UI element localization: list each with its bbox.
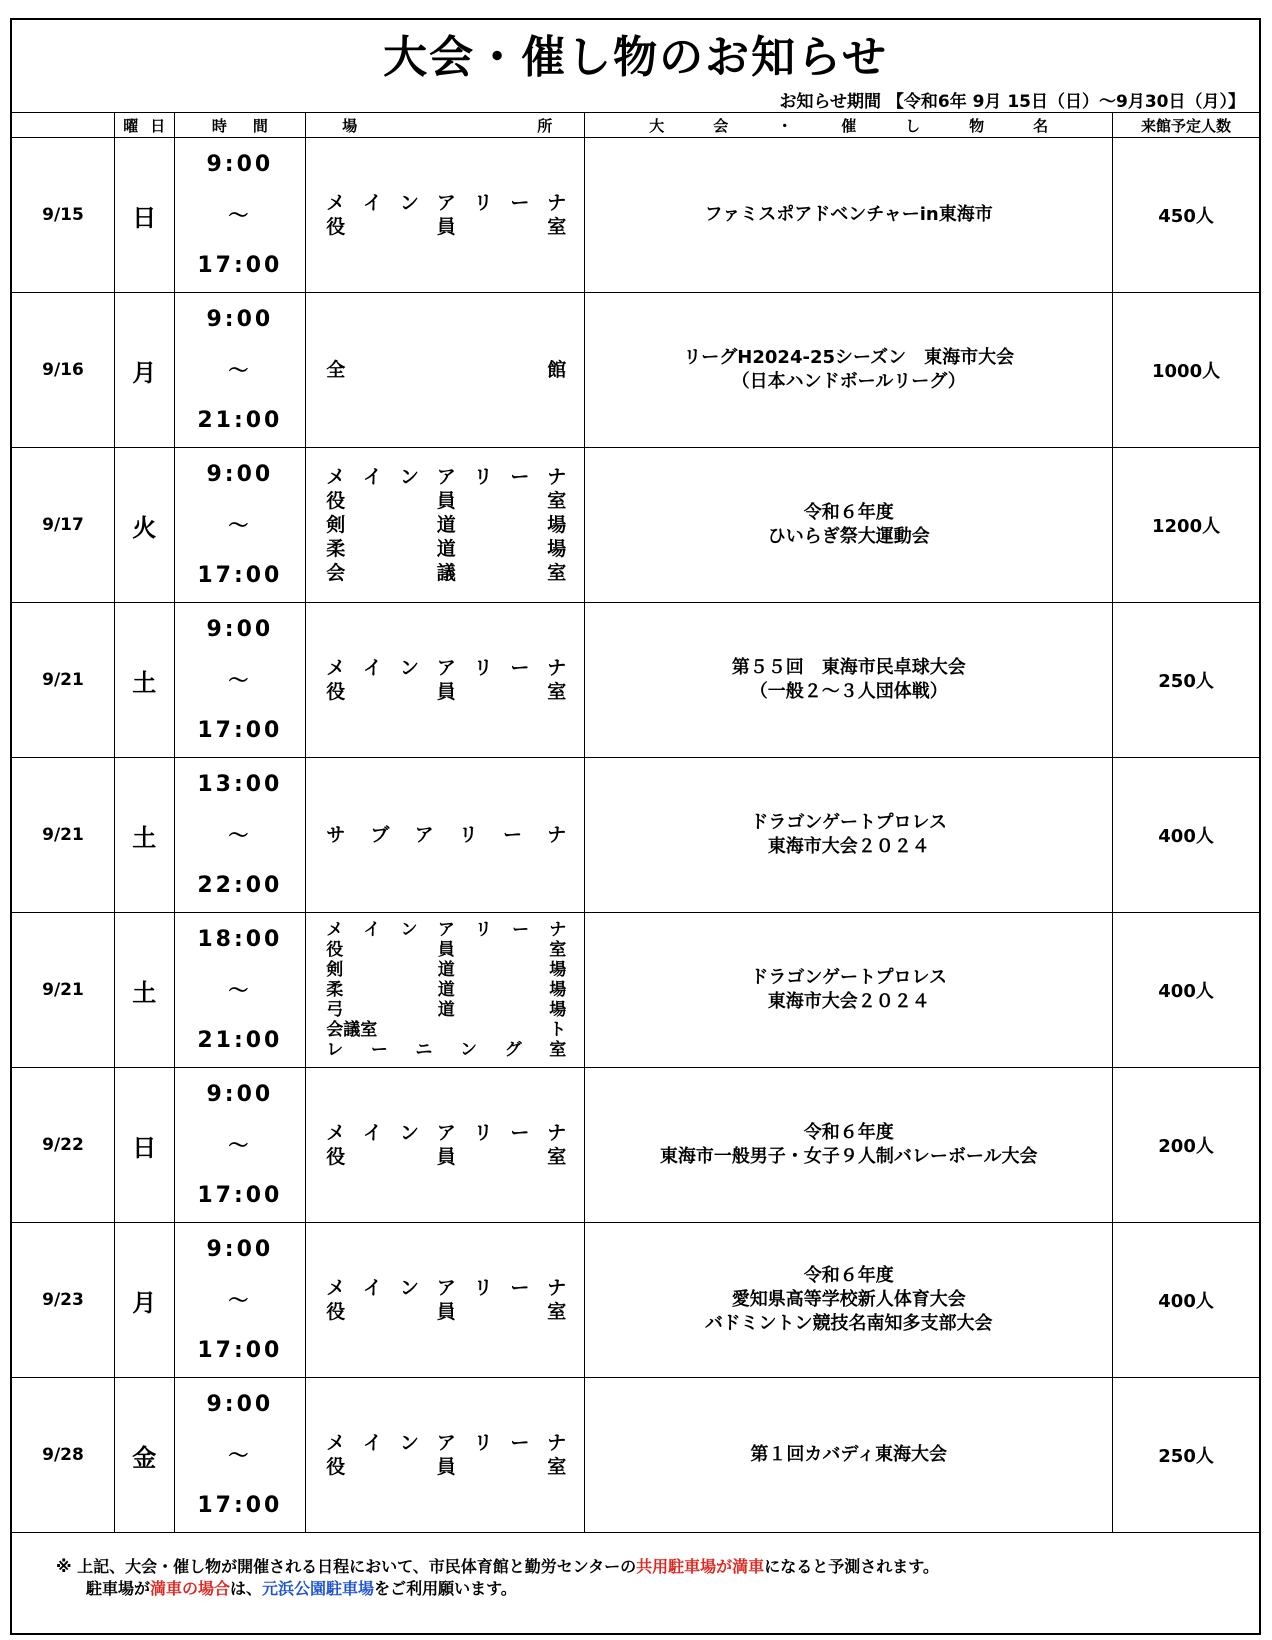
venue-char: ナ [547, 466, 567, 488]
note-segment: 元浜公園駐車場 [262, 1579, 375, 1598]
venue-char: 室 [547, 1146, 567, 1168]
event-cell [585, 293, 1113, 448]
notice-frame [10, 18, 1261, 1635]
venue-char: 役 [326, 1456, 346, 1478]
venue-line [326, 980, 566, 1000]
venue-char: ー [510, 1122, 530, 1144]
venue-char: リ [473, 1277, 493, 1299]
venue-line [326, 920, 566, 940]
venue-char: 場 [547, 538, 567, 560]
header-event-char: 名 [1033, 116, 1049, 135]
start-time: 9:00 [206, 1237, 274, 1262]
venue-char: 員 [436, 681, 456, 703]
venue-char: メ [326, 1277, 346, 1299]
venue-cell [306, 138, 585, 293]
venue-char: イ [363, 657, 383, 679]
page-title: 大会・催し物のお知らせ [383, 32, 888, 83]
event-cell [585, 913, 1113, 1068]
count-cell: 450人 [1113, 138, 1259, 293]
note-segment: になると予測されます。 [764, 1557, 939, 1576]
date-cell: 9/17 [12, 448, 114, 603]
event-name-line: ドラゴンゲートプロレス [750, 812, 947, 833]
start-time: 9:00 [206, 152, 274, 177]
date-cell: 9/21 [12, 913, 114, 1068]
venue-char: 道 [436, 538, 456, 560]
venue-char: 道 [437, 1000, 455, 1020]
venue-char: イ [363, 1277, 383, 1299]
event-name-line: ひいらぎ祭大運動会 [767, 526, 930, 547]
venue-cell [306, 448, 585, 603]
venue-char: 剣 [326, 514, 346, 536]
venue-line [326, 1455, 566, 1479]
venue-line [326, 1000, 566, 1020]
header-day [114, 113, 174, 138]
end-time: 17:00 [197, 1183, 283, 1208]
venue-line [326, 1145, 566, 1169]
venue-char: 員 [436, 1301, 456, 1323]
venue-char: イ [363, 920, 381, 940]
venue-char: ア [436, 192, 456, 214]
time-range [175, 1237, 306, 1363]
event-name-line: ドラゴンゲートプロレス [750, 967, 947, 988]
venue-char: 役 [326, 681, 346, 703]
venue-char: リ [458, 824, 478, 846]
venue-char: ン [399, 1122, 419, 1144]
count-cell: 250人 [1113, 603, 1259, 758]
venue-line [326, 1121, 566, 1145]
venue-char: ア [436, 1122, 456, 1144]
event-name-line: （一般２～３人団体戦） [749, 681, 948, 702]
day-cell: 土 [114, 603, 174, 758]
venue-char: 員 [437, 940, 455, 960]
time-cell [174, 758, 306, 913]
venue-line [326, 960, 566, 980]
venue-char: ー [510, 1277, 530, 1299]
end-time: 17:00 [197, 1338, 283, 1363]
venue-char: ー [510, 466, 530, 488]
venue-line [326, 1300, 566, 1324]
venue-char: 全 [326, 359, 346, 381]
time-range [175, 462, 306, 588]
venue-char: 柔 [326, 538, 346, 560]
venue-char: ブ [370, 824, 390, 846]
venue-char: ア [436, 657, 456, 679]
venue-char: 員 [436, 490, 456, 512]
count-cell: 1200人 [1113, 448, 1259, 603]
venue-char: メ [326, 466, 346, 488]
venue-line [326, 680, 566, 704]
venue-line [326, 940, 566, 960]
venue-char: リ [473, 1122, 493, 1144]
venue-char: ア [436, 1432, 456, 1454]
venue-char: リ [473, 657, 493, 679]
time-range [175, 927, 306, 1053]
time-cell [174, 1068, 306, 1223]
end-time: 22:00 [197, 873, 283, 898]
time-separator: ～ [228, 668, 252, 692]
time-range [175, 1082, 306, 1208]
venue-char: ア [436, 466, 456, 488]
header-day-char: 日 [150, 116, 166, 135]
venue-line [326, 513, 566, 537]
venue-char: レ [326, 1040, 344, 1060]
header-venue-char: 場 [342, 116, 358, 135]
venue-char: リ [473, 1432, 493, 1454]
venue-char: 員 [436, 1146, 456, 1168]
event-name-line: 令和６年度 [803, 1122, 894, 1143]
table-row [12, 448, 1259, 603]
start-time: 9:00 [206, 462, 274, 487]
venue-char: 室 [547, 1456, 567, 1478]
time-range [175, 307, 306, 433]
end-time: 17:00 [197, 1493, 283, 1518]
header-time-char: 時 [211, 116, 227, 135]
venue-char: 道 [437, 960, 455, 980]
venue-char: ナ [547, 1122, 567, 1144]
start-time: 18:00 [197, 927, 283, 952]
date-cell: 9/21 [12, 603, 114, 758]
venue-char: 室 [549, 1040, 567, 1060]
venue-char: ン [399, 1277, 419, 1299]
header-venue-char: 所 [537, 116, 553, 135]
venue-char: ニ [415, 1040, 433, 1060]
venue-char: 員 [436, 216, 456, 238]
day-cell: 火 [114, 448, 174, 603]
event-name-line: バドミントン競技名南知多支部大会 [704, 1313, 993, 1334]
note-segment: 共用駐車場が満車 [636, 1557, 765, 1576]
notice-period: お知らせ期間 【令和6年 9月 15日（日）～9月30日（月）】 [779, 92, 1245, 112]
venue-char: リ [473, 466, 493, 488]
venue-char: リ [473, 192, 493, 214]
time-separator: ～ [228, 1288, 252, 1312]
venue-char: 役 [326, 1301, 346, 1323]
venue-char: ナ [549, 920, 567, 940]
header-event-char: し [905, 116, 921, 135]
venue-char: 場 [549, 1000, 567, 1020]
venue-line [326, 358, 566, 382]
header-venue [306, 113, 585, 138]
venue-char: ナ [547, 1277, 567, 1299]
venue-char: グ [504, 1040, 522, 1060]
header-row [12, 113, 1259, 138]
venue-char: 室 [547, 681, 567, 703]
venue-cell [306, 1223, 585, 1378]
venue-char: ー [510, 657, 530, 679]
venue-char: メ [326, 192, 346, 214]
day-cell: 日 [114, 1068, 174, 1223]
venue-char: 室 [547, 1301, 567, 1323]
time-separator: ～ [228, 823, 252, 847]
header-event-char: 大 [649, 116, 665, 135]
venue-char: ー [510, 192, 530, 214]
time-cell [174, 603, 306, 758]
count-cell: 200人 [1113, 1068, 1259, 1223]
start-time: 9:00 [206, 1082, 274, 1107]
venue-char: ン [399, 466, 419, 488]
parking-notes [12, 1496, 1259, 1635]
header-event-char: ・ [777, 116, 793, 135]
venue-line [326, 1276, 566, 1300]
venue-line [326, 823, 566, 847]
venue-line [326, 1020, 566, 1040]
event-name-line: （日本ハンドボールリーグ） [731, 371, 966, 392]
time-separator: ～ [228, 1133, 252, 1157]
venue-char: 役 [326, 940, 344, 960]
end-time: 17:00 [197, 253, 283, 278]
venue-char: 議 [436, 562, 456, 584]
time-range [175, 772, 306, 898]
venue-line [326, 465, 566, 489]
time-separator: ～ [228, 203, 252, 227]
time-cell [174, 448, 306, 603]
venue-char: ア [437, 920, 455, 940]
time-range [175, 617, 306, 743]
event-name-line: リーグH2024-25シーズン 東海市大会 [683, 347, 1015, 368]
venue-char: 役 [326, 216, 346, 238]
event-name-line: 第５５回 東海市民卓球大会 [731, 657, 966, 678]
venue-char: 室 [547, 490, 567, 512]
event-cell [585, 1068, 1113, 1223]
end-time: 21:00 [197, 408, 283, 433]
header-date [12, 113, 114, 138]
venue-char: ー [503, 824, 523, 846]
event-name-line: 東海市一般男子・女子９人制バレーボール大会 [659, 1146, 1038, 1167]
start-time: 9:00 [206, 1392, 274, 1417]
day-cell: 土 [114, 758, 174, 913]
venue-char: ー [512, 920, 530, 940]
count-cell: 400人 [1113, 1223, 1259, 1378]
header-time [174, 113, 306, 138]
venue-char: イ [363, 1432, 383, 1454]
venue-char: 員 [436, 1456, 456, 1478]
start-time: 9:00 [206, 617, 274, 642]
note-line-1 [56, 1554, 939, 1577]
table-row [12, 758, 1259, 913]
venue-cell [306, 293, 585, 448]
venue-char: 場 [549, 980, 567, 1000]
count-cell: 400人 [1113, 913, 1259, 1068]
venue-cell [306, 603, 585, 758]
event-name-line: 東海市大会２０２４ [767, 991, 930, 1012]
event-name-line: ファミスポアドベンチャーin東海市 [704, 204, 993, 225]
venue-char: 場 [549, 960, 567, 980]
count-cell: 250人 [1113, 1378, 1259, 1533]
venue-line [326, 489, 566, 513]
date-cell: 9/28 [12, 1378, 114, 1533]
start-time: 13:00 [197, 772, 283, 797]
venue-cell [306, 913, 585, 1068]
date-cell: 9/22 [12, 1068, 114, 1223]
schedule-table [12, 112, 1259, 1533]
time-separator: ～ [228, 358, 252, 382]
start-time: 9:00 [206, 307, 274, 332]
venue-char: ナ [547, 1432, 567, 1454]
venue-char: 弓 [326, 1000, 344, 1020]
venue-char: 室 [547, 562, 567, 584]
day-cell: 月 [114, 293, 174, 448]
venue-char: ア [414, 824, 434, 846]
event-cell [585, 758, 1113, 913]
end-time: 17:00 [197, 718, 283, 743]
event-name-line: 令和６年度 [803, 1265, 894, 1286]
table-row [12, 138, 1259, 293]
header-time-char: 間 [252, 116, 268, 135]
event-cell [585, 138, 1113, 293]
venue-char: ト [549, 1020, 567, 1040]
date-cell: 9/21 [12, 758, 114, 913]
date-cell: 9/16 [12, 293, 114, 448]
note-segment: をご利用願います。 [374, 1579, 517, 1598]
venue-line [326, 191, 566, 215]
event-cell [585, 603, 1113, 758]
header-day-char: 曜 [123, 116, 139, 135]
venue-char: 道 [437, 980, 455, 1000]
event-name-line: 第１回カバディ東海大会 [750, 1444, 947, 1465]
venue-line [326, 561, 566, 585]
time-separator: ～ [228, 978, 252, 1002]
venue-char: ナ [547, 192, 567, 214]
venue-char: 柔 [326, 980, 344, 1000]
venue-char: ー [370, 1040, 388, 1060]
note-segment: 満車の場合 [150, 1579, 231, 1598]
header-event-char: 催 [841, 116, 857, 135]
day-cell: 月 [114, 1223, 174, 1378]
note-segment: 駐車場が [86, 1579, 151, 1598]
time-cell [174, 913, 306, 1068]
venue-char: 道 [436, 514, 456, 536]
event-name-line: 愛知県高等学校新人体育大会 [731, 1289, 966, 1310]
venue-line [326, 1431, 566, 1455]
venue-char: 館 [547, 359, 567, 381]
time-range [175, 152, 306, 278]
count-cell: 1000人 [1113, 293, 1259, 448]
venue-char: メ [326, 657, 346, 679]
venue-char: サ [326, 824, 346, 846]
time-cell [174, 138, 306, 293]
header-event-char: 物 [969, 116, 985, 135]
time-separator: ～ [228, 1443, 252, 1467]
venue-char: 場 [547, 514, 567, 536]
day-cell: 日 [114, 138, 174, 293]
end-time: 21:00 [197, 1028, 283, 1053]
venue-char: 室 [547, 216, 567, 238]
venue-char: イ [363, 192, 383, 214]
venue-char: ン [400, 920, 418, 940]
event-cell [585, 448, 1113, 603]
venue-cell [306, 758, 585, 913]
note-segment: は、 [230, 1579, 263, 1598]
venue-cell [306, 1068, 585, 1223]
venue-line [326, 656, 566, 680]
table-row [12, 293, 1259, 448]
venue-char: ー [510, 1432, 530, 1454]
venue-char: メ [326, 1432, 346, 1454]
event-cell [585, 1223, 1113, 1378]
header-event [585, 113, 1113, 138]
venue-char: メ [326, 1122, 346, 1144]
venue-char: イ [363, 466, 383, 488]
venue-char: ン [460, 1040, 478, 1060]
count-cell: 400人 [1113, 758, 1259, 913]
date-cell: 9/23 [12, 1223, 114, 1378]
time-cell [174, 1223, 306, 1378]
venue-line [326, 215, 566, 239]
venue-line [326, 1040, 566, 1060]
time-separator: ～ [228, 513, 252, 537]
table-row [12, 603, 1259, 758]
header-event-char: 会 [713, 116, 729, 135]
day-cell: 金 [114, 1378, 174, 1533]
venue-char: 剣 [326, 960, 344, 980]
event-name-line: 令和６年度 [803, 502, 894, 523]
venue-char: ン [399, 192, 419, 214]
venue-char: 役 [326, 1146, 346, 1168]
event-name-line: 東海市大会２０２４ [767, 836, 930, 857]
table-row [12, 1068, 1259, 1223]
note-line-2 [86, 1576, 517, 1599]
time-cell [174, 293, 306, 448]
venue-char: 役 [326, 490, 346, 512]
venue-char: ナ [547, 657, 567, 679]
header-count: 来館予定人数 [1113, 113, 1259, 138]
venue-char: 室 [549, 940, 567, 960]
venue-char: 会 [326, 562, 346, 584]
venue-char: メ [326, 920, 344, 940]
table-row [12, 1223, 1259, 1378]
venue-char: イ [363, 1122, 383, 1144]
venue-char: ン [399, 1432, 419, 1454]
venue-char: ナ [547, 824, 567, 846]
venue-line [326, 537, 566, 561]
day-cell: 土 [114, 913, 174, 1068]
venue-char: 会議室 [326, 1020, 378, 1040]
venue-char: ア [436, 1277, 456, 1299]
note-segment: ※ 上記、大会・催し物が開催される日程において、市民体育館と勤労センターの [56, 1557, 637, 1576]
end-time: 17:00 [197, 563, 283, 588]
venue-char: ン [399, 657, 419, 679]
table-row [12, 913, 1259, 1068]
venue-char: リ [474, 920, 492, 940]
date-cell: 9/15 [12, 138, 114, 293]
